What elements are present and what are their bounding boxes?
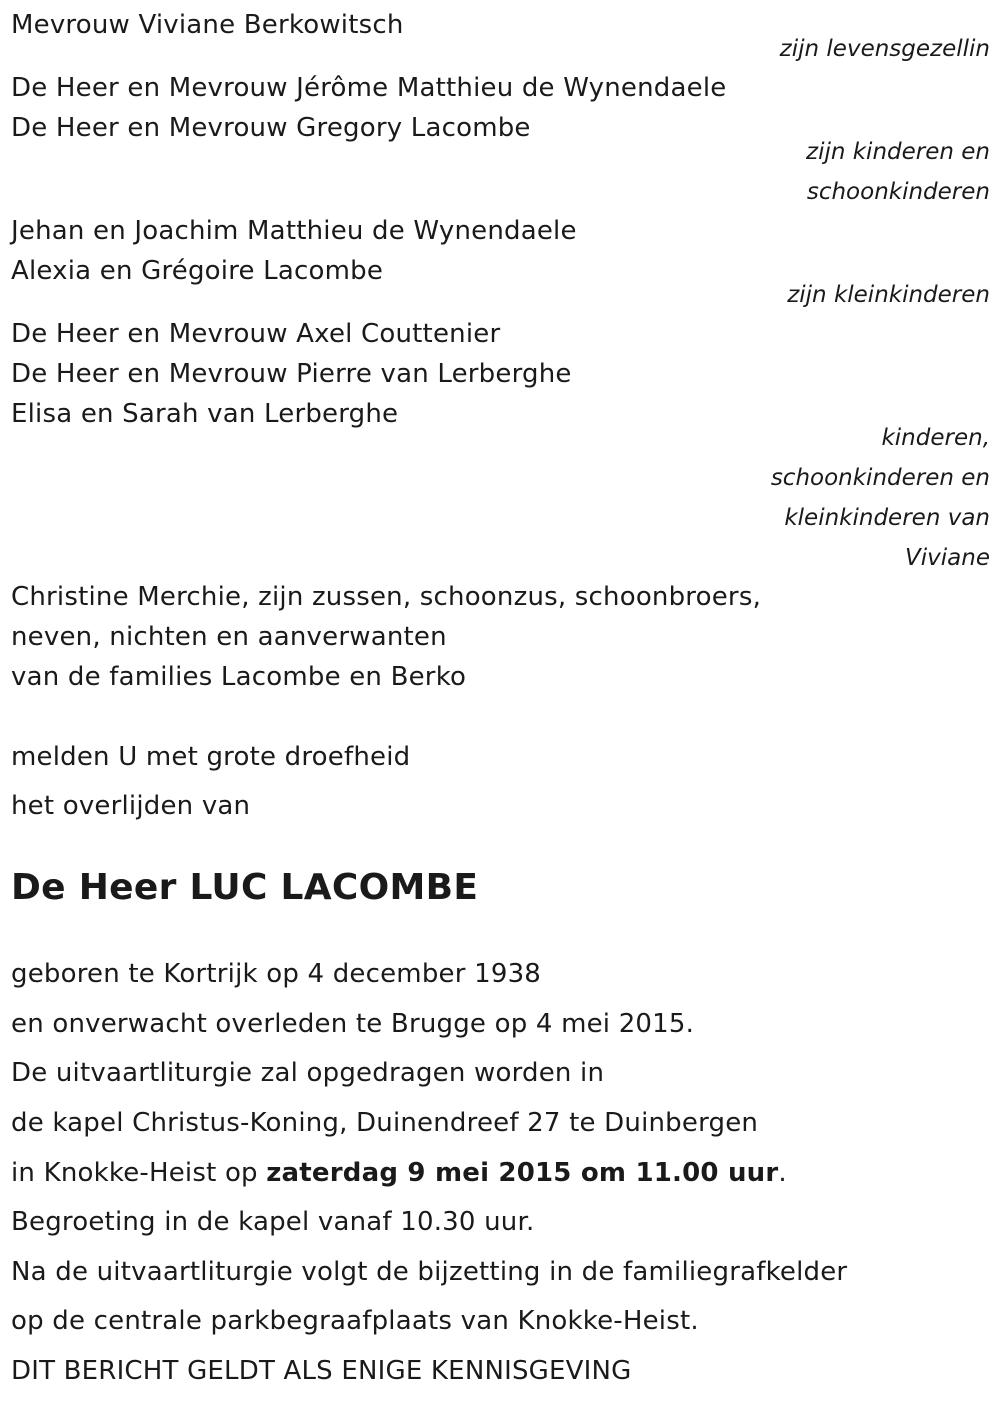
child-name: De Heer en Mevrouw Jérôme Matthieu de Wynendaele bbox=[11, 73, 727, 103]
viviane-family-role-line: schoonkinderen en bbox=[770, 465, 990, 491]
viviane-family-role-line: Viviane bbox=[905, 545, 990, 571]
partner-name: Mevrouw Viviane Berkowitsch bbox=[11, 10, 404, 40]
grandchildren-role: zijn kleinkinderen bbox=[787, 282, 990, 308]
other-relatives-line: Christine Merchie, zijn zussen, schoonzus, schoonbroers, bbox=[11, 582, 762, 612]
announcement-line: melden U met grote droefheid bbox=[11, 742, 411, 772]
announcement-line: het overlijden van bbox=[11, 791, 251, 821]
relative-name: De Heer en Mevrouw Axel Couttenier bbox=[11, 319, 501, 349]
liturgy-date-time: zaterdag 9 mei 2015 om 11.00 uur bbox=[266, 1158, 779, 1188]
other-relatives-line: van de families Lacombe en Berko bbox=[11, 662, 467, 692]
liturgy-date-suffix: . bbox=[778, 1158, 787, 1188]
relative-name: Elisa en Sarah van Lerberghe bbox=[11, 399, 399, 429]
notice-line: DIT BERICHT GELDT ALS ENIGE KENNISGEVING bbox=[11, 1356, 632, 1386]
liturgy-date-line bbox=[11, 1157, 787, 1189]
liturgy-line: De uitvaartliturgie zal opgedragen worden in bbox=[11, 1058, 605, 1088]
burial-location-line: op de centrale parkbegraafplaats van Knokke-Heist. bbox=[11, 1306, 699, 1336]
death-line: en onverwacht overleden te Brugge op 4 mei 2015. bbox=[11, 1009, 695, 1039]
viviane-family-role-line: kleinkinderen van bbox=[784, 505, 990, 531]
viviane-family-role-line: kinderen, bbox=[881, 425, 990, 451]
child-name: De Heer en Mevrouw Gregory Lacombe bbox=[11, 113, 531, 143]
children-role-line: zijn kinderen en bbox=[806, 139, 990, 165]
partner-role: zijn levensgezellin bbox=[779, 36, 990, 62]
deceased-name: De Heer LUC LACOMBE bbox=[11, 867, 479, 908]
liturgy-location-line: de kapel Christus-Koning, Duinendreef 27 te Duinbergen bbox=[11, 1108, 759, 1138]
grandchild-name: Alexia en Grégoire Lacombe bbox=[11, 256, 384, 286]
greeting-line: Begroeting in de kapel vanaf 10.30 uur. bbox=[11, 1207, 535, 1237]
relative-name: De Heer en Mevrouw Pierre van Lerberghe bbox=[11, 359, 572, 389]
birth-line: geboren te Kortrijk op 4 december 1938 bbox=[11, 959, 542, 989]
grandchild-name: Jehan en Joachim Matthieu de Wynendaele bbox=[11, 216, 577, 246]
other-relatives-line: neven, nichten en aanverwanten bbox=[11, 622, 447, 652]
children-role-line: schoonkinderen bbox=[806, 179, 990, 205]
burial-line: Na de uitvaartliturgie volgt de bijzetting in de familiegrafkelder bbox=[11, 1257, 848, 1287]
liturgy-date-prefix: in Knokke-Heist op bbox=[11, 1158, 267, 1188]
